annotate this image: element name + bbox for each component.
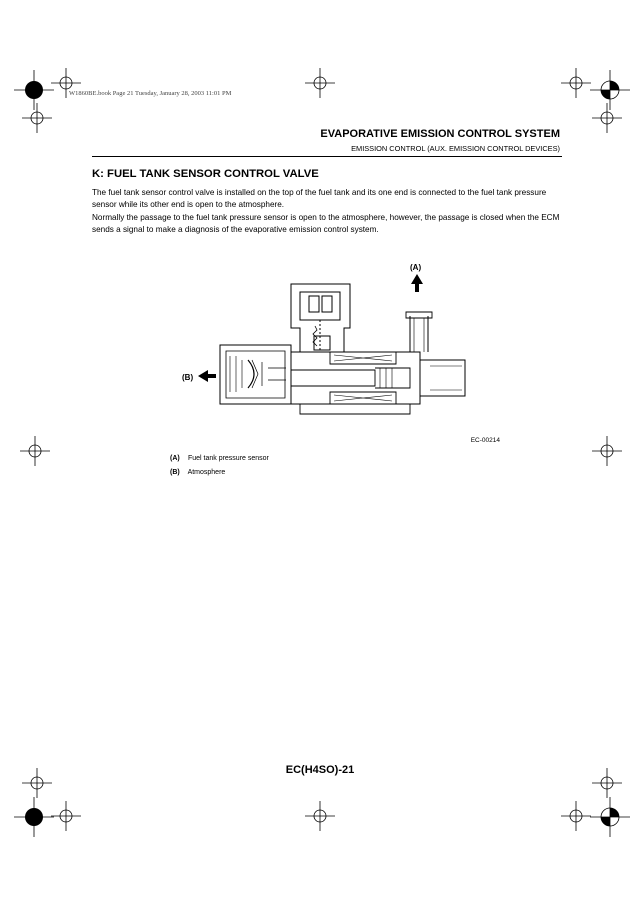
crosshair-right-lower [592,768,622,798]
plunger [291,370,375,386]
arrow-to-sensor [411,274,423,292]
page-number: EC(H4SO)-21 [285,764,355,776]
valve-cross-section-diagram [170,256,470,436]
legend-key-a: (A) [170,455,180,462]
crosshair-right-upper [592,103,622,133]
page-header-title: EVAPORATIVE EMISSION CONTROL SYSTEM [320,128,560,140]
legend-key-b: (B) [170,469,180,476]
crosshair-top-center [305,68,335,98]
figure-id: EC-00214 [470,437,500,444]
registration-mark-bottom-right [590,797,630,837]
crosshair-right-middle [592,436,622,466]
body-paragraph-2: Normally the passage to the fuel tank pressure sensor is open to the atmosphere, however, the passage is closed when the ECM sends a signal to make a diagnosis of the evaporative emission control system. [92,212,560,235]
crosshair-bottom-center [305,801,335,831]
crosshair-bottom-right [561,801,591,831]
legend-item-b [170,469,225,476]
diaphragm [248,360,254,388]
header-divider [92,156,562,157]
valve-main-body [291,352,420,404]
arrow-to-atmosphere [198,370,216,382]
crosshair-left-lower [22,768,52,798]
connector-inner [300,292,340,320]
crosshair-left-upper [22,103,52,133]
registration-mark-bottom-left [14,797,54,837]
crosshair-left-middle [20,436,50,466]
figure-label-a: (A) [410,263,422,272]
figure-label-b: (B) [182,373,194,382]
legend-text-b: Atmosphere [187,469,226,476]
body-paragraph-1: The fuel tank sensor control valve is installed on the top of the fuel tank and its one end is connected to the fuel tank pressure sensor while its other end is open to the atmosphere. [92,188,547,210]
legend-text-a: Fuel tank pressure sensor [187,455,269,462]
legend-item-a [170,455,269,462]
section-body [92,187,562,237]
right-nipple [420,360,465,396]
crosshair-top-right [561,68,591,98]
outlet-pipe [410,316,428,352]
print-info-line: W1860BE.book Page 21 Tuesday, January 28, 2003 11:01 PM [69,90,232,97]
valve-left-body [220,345,291,404]
page-header-subtitle: EMISSION CONTROL (AUX. EMISSION CONTROL DEVICES) [351,144,560,153]
section-title: K: FUEL TANK SENSOR CONTROL VALVE [92,168,319,180]
crosshair-bottom-left [51,801,81,831]
